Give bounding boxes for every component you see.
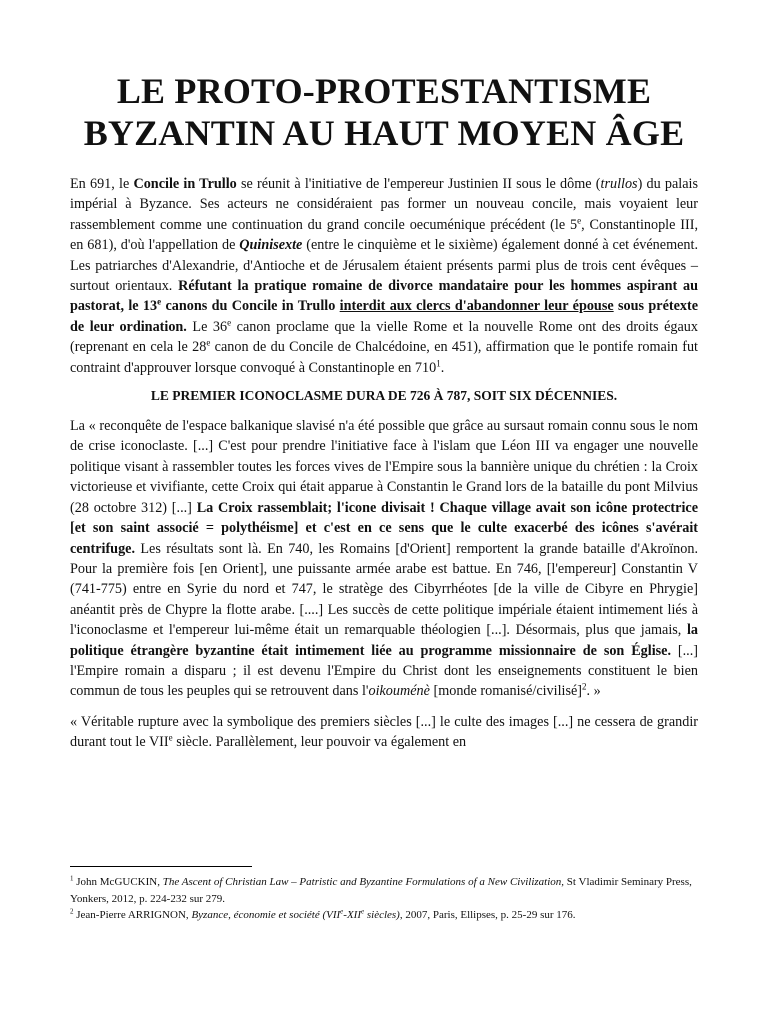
footnote-2 — [70, 907, 698, 924]
text-run: siècle. Parallèlement, leur pouvoir va également en — [172, 734, 467, 751]
document-title — [70, 70, 698, 154]
text-run: La « reconquête de l'espace balkanique slavisé n'a été possible que grâce au sursaut romain connu sous le nom de crise iconoclaste. [...] C'est pour prendre l'initiative face à l'islam que Léon III va engager une nouvelle politique visant à rassembler toutes les forces vives de l'Empire sous la bannière unique du chrétien : la Croix victorieuse et vivifiante, cette Croix qui était apparue à Constantin le Grand lors de la bataille du pont Milvius (28 octobre 312) [...] — [70, 418, 698, 516]
bold-run: La Croix rassemblait; l'icone divisait ! Chaque village avait son icône protectrice [et son saint associé = polythéisme] et c'est en ce sens que le culte exacerbé des icônes s'avérait centrifuge. — [70, 499, 698, 557]
superscript: e — [577, 215, 582, 226]
text-run: [...] l'Empire romain a disparu ; il est devenu l'Empire du Christ dont les enseignements constituent le bien commun de tous les peuples qui se retrouvent dans l' — [70, 642, 698, 700]
footnote-ref-2[interactable]: 2 — [582, 681, 587, 692]
footnote-details: , 2007, Paris, Ellipses, p. 25-29 sur 176. — [399, 909, 576, 921]
paragraph-2 — [70, 416, 698, 702]
footnote-author: John McGUCKIN, — [73, 876, 163, 888]
text-run: canon proclame que la vielle Rome et la nouvelle Rome ont des droits égaux (reprenant en cela le 28 — [70, 318, 698, 356]
bold-underline-run: interdit aux clercs d'abandonner leur épouse — [339, 298, 614, 315]
footnote-ref-1[interactable]: 1 — [436, 357, 441, 368]
text-run: En 691, le — [70, 176, 134, 192]
text-run: Les résultats sont là. En 740, les Romains [d'Orient] remportent la grande bataille d'Akroïnon. Pour la première fois [en Orient], une puissante armée arabe est battue. En 746, [l'empereur] Constantin V (741-775) entre en Syrie du nord et 747, le stratège des Cibyrrhéotes [de la ville de Cibyre en Phrygie] anéantit près de Chypre la flotte arabe. [....] Les succès de cette politique impériale étaient intimement liés à l'iconoclasme et l'empereur lui-même était un remarquable théologien [...]. Désormais, plus que jamais, — [70, 540, 698, 639]
footnote-number: 2 — [70, 907, 74, 916]
bold-italic-run: Quinisexte — [239, 237, 303, 254]
text-run: . — [440, 359, 445, 376]
footnote-details: St Vladimir Seminary Press, Yonkers, 2012, p. 224-232 sur 279. — [70, 876, 692, 905]
footnote-separator — [70, 866, 252, 867]
superscript: e — [168, 732, 173, 743]
text-run: [monde romanisé/civilisé] — [429, 683, 583, 700]
document-page — [70, 70, 698, 763]
paragraph-1 — [70, 174, 698, 378]
superscript: e — [227, 317, 232, 328]
title-line-1: LE PROTO-PROTESTANTISME — [116, 71, 652, 111]
bold-run: canons du Concile in Trullo — [161, 298, 340, 315]
paragraph-3 — [70, 712, 698, 753]
superscript: e — [206, 337, 211, 348]
bold-run: Réfutant la pratique romaine de divorce mandataire pour les hommes aspirant au pastorat, le 13 — [70, 278, 698, 315]
footnote-number: 1 — [70, 874, 74, 883]
bold-run: Concile in Trullo — [133, 176, 237, 192]
footnotes — [70, 874, 698, 924]
text-run: canon de du Concile de Chalcédoine, en 451), affirmation que le pontife romain fut contraint d'approuver lorsque convoqué à Constantinople en 710 — [70, 339, 698, 376]
text-run: (entre le cinquième et le sixième) également donné à cet événement. Les patriarches d'Alexandrie, d'Antioche et de Jérusalem étaient présents parmi plus de trois cent évêques – surtout orientaux. — [70, 237, 698, 295]
superscript: e — [157, 296, 162, 307]
text-run: . » — [586, 683, 601, 700]
text-run: , Constantinople III, en 681), d'où l'appellation de — [70, 216, 698, 254]
italic-run: oikouménè — [368, 683, 430, 700]
text-run: se réunit à l'initiative de l'empereur Justinien II sous le dôme ( — [236, 176, 601, 192]
footnote-title: Byzance, économie et société (VIIe-XIIe siècles) — [191, 907, 400, 921]
footnote-title: The Ascent of Christian Law – Patristic and Byzantine Formulations of a New Civilization, — [162, 876, 565, 888]
footnote-author: Jean-Pierre ARRIGNON, — [73, 909, 192, 921]
text-run: « Véritable rupture avec la symbolique des premiers siècles [...] le culte des images [...] ne cessera de grandir durant tout le VII — [70, 713, 698, 751]
text-run: ) du palais impérial à Byzance. Ses acteurs ne considéraient pas former un nouveau concile, mais voyaient leur rassemblement comme une continuation du grand concile oecuménique précédent (le 5 — [70, 176, 699, 233]
title-line-2: BYZANTIN AU HAUT MOYEN ÂGE — [83, 113, 685, 153]
bold-run: la politique étrangère byzantine était intimement liée au programme missionnaire de son Église. — [70, 622, 698, 659]
text-run: Le 36 — [186, 318, 228, 335]
footnote-1 — [70, 874, 698, 907]
bold-run: sous prétexte de leur ordination. — [70, 298, 699, 335]
italic-run: trullos — [600, 176, 638, 192]
section-heading: LE PREMIER ICONOCLASME DURA DE 726 À 787, SOIT SIX DÉCENNIES. — [150, 388, 618, 404]
